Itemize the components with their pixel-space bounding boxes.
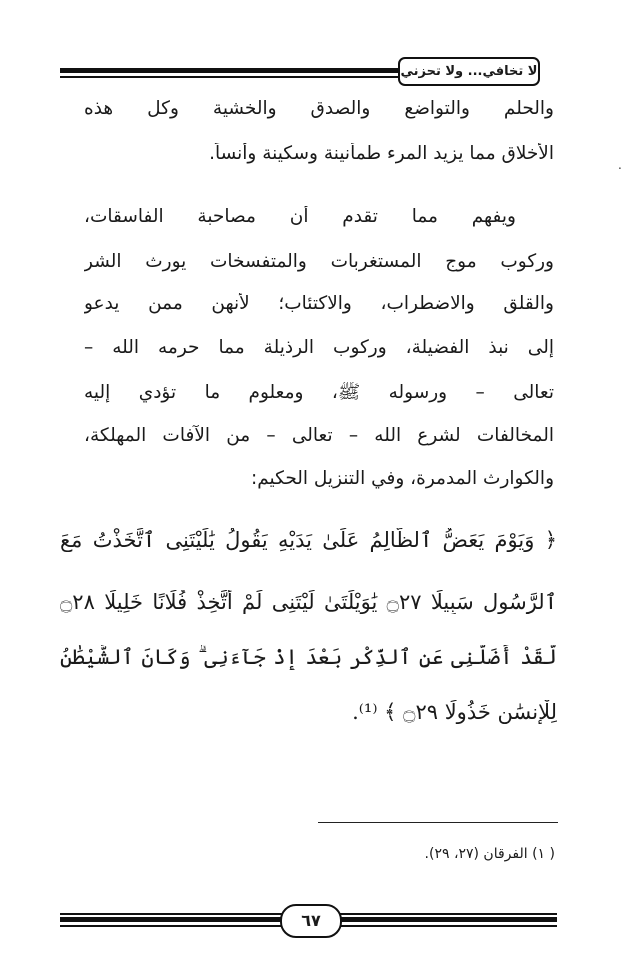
header-rule-thin	[60, 76, 400, 78]
running-title: لا تخافي... ولا تحزني	[400, 64, 538, 79]
paragraph-2-line-4: إلى نبذ الفضيلة، وركوب الرذيلة مما حرمه الله –	[84, 337, 554, 358]
header-rule-thick	[60, 68, 400, 73]
paragraph-1-line-2: الأخلاق مما يزيد المرء طمأنينة وسكينة وأنساً.	[209, 143, 554, 164]
paragraph-1-line-1: والحلم والتواضع والصدق والخشية وكل هذه	[84, 98, 554, 119]
paragraph-2-line-1: ويفهم مما تقدم أن مصاحبة الفاسقات،	[84, 206, 516, 227]
footnote: ( ١) الفرقان (٢٧، ٢٩).	[424, 846, 555, 862]
quran-line-3: لَّقَدْ أَضَلَّنِى عَنِ ٱلذِّكْرِ بَعْدَ إِذْ جَآءَنِى ۗ وَكَانَ ٱلشَّيْطَٰنُ	[60, 645, 557, 669]
quran-line-1: ﴿ وَيَوْمَ يَعَضُّ ٱلظَّالِمُ عَلَىٰ يَدَيْهِ يَقُولُ يَٰلَيْتَنِى ٱتَّخَذْتُ مَعَ	[60, 528, 557, 552]
quran-line-2: ٱلرَّسُولِ سَبِيلًا ۝٢٧ يَٰوَيْلَتَىٰ لَيْتَنِى لَمْ أَتَّخِذْ فُلَانًا خَلِيلًا ۝٢٨	[60, 590, 557, 614]
running-title-tab	[398, 57, 540, 86]
paragraph-2-line-2: وركوب موج المستغربات والمتفسخات يورث الشر	[84, 251, 554, 272]
paragraph-2-line-6: المخالفات لشرع الله – تعالى – من الآفات المهلكة،	[84, 425, 554, 446]
paragraph-2-line-7: والكوارث المدمرة، وفي التنزيل الحكيم:	[250, 468, 554, 489]
paragraph-2-line-5: تعالى – ورسوله ﷺ، ومعلوم ما تؤدي إليه	[84, 382, 554, 403]
page-number: ٦٧	[280, 904, 342, 938]
quran-line-4: لِلْإِنسَٰنِ خَذُولًا ۝٢٩ ﴾ ⁽¹⁾.	[352, 700, 557, 724]
footnote-rule	[318, 822, 558, 823]
margin-dot: .	[618, 158, 622, 172]
paragraph-2-line-3: والقلق والاضطراب، والاكتئاب؛ لأنهن ممن يدعو	[84, 293, 554, 314]
